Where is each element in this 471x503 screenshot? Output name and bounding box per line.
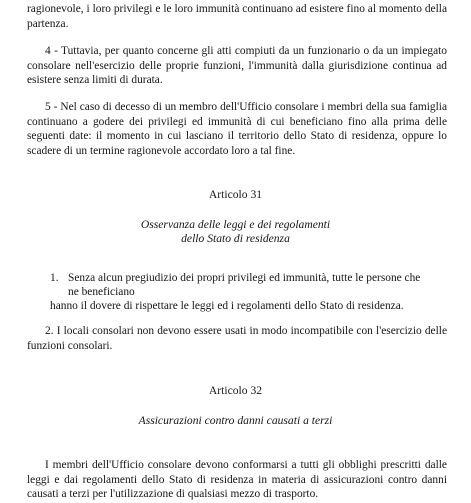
paragraph-5: 5 - Nel caso di decesso di un membro dell'Ufficio consolare i membri della sua famiglia continuano a godere dei privilegi ed immunità di cui beneficiano fino alla prima delle seguenti date: il momento in cui lasciano il territorio dello Stato di residenza, oppure lo scadere di un termine ragionevole accordato loro a tal fine. xyxy=(27,101,447,157)
article-31-heading: Articolo 31 xyxy=(208,188,263,201)
article-32-paragraph: I membri dell'Ufficio consolare devono conformarsi a tutti gli obblighi prescritti dalle leggi e dai regolamenti dello Stato di residenza in materia di assicurazioni contro danni causati a terzi per l'utilizzazione di qualsiasi mezzo di trasporto. xyxy=(27,459,447,501)
article-31-title-line2: dello Stato di residenza xyxy=(181,232,290,245)
article-31-item1-line1 xyxy=(50,271,450,286)
article-31-title-line1: Osservanza delle leggi e dei regolamenti xyxy=(140,218,331,231)
paragraph-top: ragionevole, i loro privilegi e le loro immunità continuano ad esistere fino al momento della partenza. xyxy=(27,3,447,30)
article-31-item1-number: 1. xyxy=(50,272,59,284)
article-31-item1-line3: hanno il dovere di rispettare le leggi ed i regolamenti dello Stato di residenza. xyxy=(50,300,404,312)
article-31-paragraph-2: 2. I locali consolari non devono essere usati in modo incompatibile con l'esercizio delle funzioni consolari. xyxy=(27,325,447,352)
article-32-title: Assicurazioni contro danni causati a terzi xyxy=(138,414,333,427)
paragraph-4: 4 - Tuttavia, per quanto concerne gli atti compiuti da un funzionario o da un impiegato consolare nell'esercizio delle proprie funzioni, l'immunità dalla giurisdizione continua ad esistere senza limiti di durata. xyxy=(27,45,447,87)
article-32-heading: Articolo 32 xyxy=(208,384,263,397)
article-31-item1-line2: ne beneficiano xyxy=(68,286,135,298)
article-31-item1-text: Senza alcun pregiudizio dei propri privilegi ed immunità, tutte le persone che xyxy=(68,272,421,284)
